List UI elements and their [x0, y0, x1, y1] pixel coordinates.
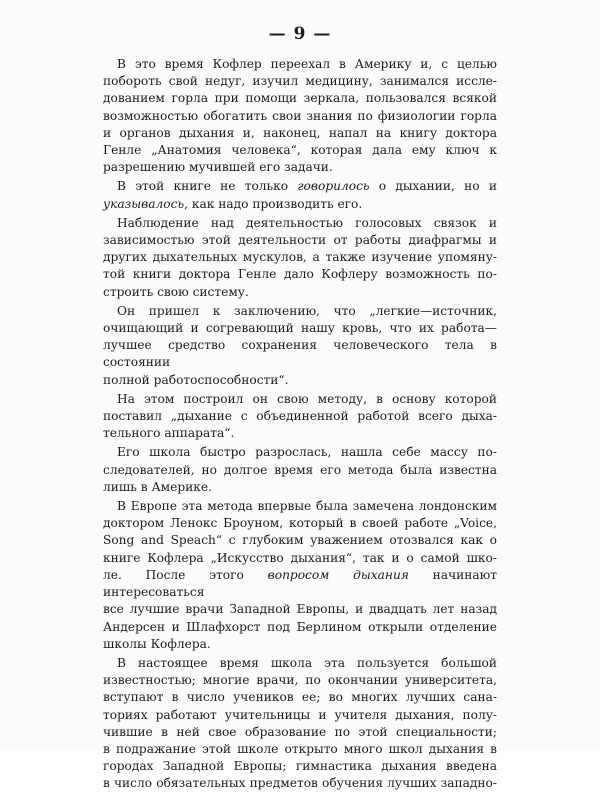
- text-line: В это время Кофлер переехал в Америку и, с целью: [117, 57, 497, 71]
- text-line: Андерсен и Шлафхорст под Берлином открыли отделение: [103, 619, 497, 634]
- text-line: возможностью обогатить свои знания по физиологии горла: [103, 108, 497, 123]
- text-line: все лучшие врачи Западной Европы, и двадцать лет назад: [103, 602, 497, 617]
- text-line: других дыхательных мускулов, а также изучение упомяну-: [103, 250, 497, 265]
- text-line: и органов дыхания и, наконец, напал на книгу доктора: [103, 125, 497, 140]
- text-line: школы Кофлера.: [103, 636, 211, 651]
- text-line: следователей, но долгое время его метода была известна: [103, 462, 497, 477]
- text-line: ле. После этого вопросом дыхания начинают интересоваться: [103, 567, 497, 600]
- text-line: ториях работают учительницы и учителя дыхания, полу-: [103, 707, 497, 722]
- paragraph: [103, 215, 497, 301]
- text-line: доктором Ленокс Броуном, который в своей работе „Voice,: [103, 516, 497, 531]
- text-line: На этом построил он свою методу, в основу которой: [117, 391, 497, 406]
- text-line: Наблюдение над деятельностью голосовых связок и: [117, 215, 497, 230]
- body-text: [103, 56, 497, 795]
- text-line: В Европе эта метода впервые была замечена лондонским: [117, 499, 497, 514]
- text-line: лучшее средство сохранения человеческого тела в состоянии: [103, 338, 497, 370]
- text-line: указывалось, как надо производить его.: [103, 196, 363, 211]
- text-line: лишь в Америке.: [103, 479, 212, 494]
- paragraph: [103, 444, 497, 496]
- text-line: в подражание этой школе открыто много школ дыхания в: [103, 741, 497, 756]
- text-line: той книги доктора Генле дало Кофлеру возможность по-: [103, 267, 497, 282]
- paragraph: [103, 56, 497, 176]
- paragraph: [103, 178, 497, 212]
- text-line: В настоящее время школа эта пользуется большой: [117, 655, 497, 670]
- text-line: известностью; многие врачи, по окончании университета,: [103, 673, 497, 688]
- text-line: городах Западной Европы; гимнастика дыхания введена: [103, 759, 497, 774]
- italic-emphasis: указывалось: [103, 196, 185, 211]
- text-line: Его школа быстро разрослась, нашла себе массу по-: [117, 445, 497, 460]
- italic-emphasis: говорилось: [297, 179, 370, 194]
- text-line: Генле „Анатомия человека“, которая дала ему ключ к: [103, 143, 497, 158]
- paragraph: [103, 498, 497, 653]
- text-line: чившие в ней свое образование по этой специальности;: [103, 724, 497, 739]
- text-line: очищающий и согревающий нашу кровь, что их работа—: [103, 321, 497, 336]
- text-line: в число обязательных предметов обучения лучших западно-: [103, 776, 497, 791]
- text-line: полной работоспособности“.: [103, 372, 289, 387]
- paragraph: [103, 391, 497, 443]
- text-line: Он пришел к заключению, что „легкие—источник,: [117, 303, 497, 318]
- text-line: тельного аппарата“.: [103, 426, 235, 441]
- italic-emphasis: вопросом дыхания: [267, 567, 409, 582]
- text-line: дованием горла при помощи зеркала, пользовался всякой: [103, 91, 497, 106]
- paragraph: [103, 303, 497, 389]
- text-line: вступают в число учеников ее; во многих лучших сана-: [103, 690, 497, 705]
- page-number: — 9 —: [268, 24, 332, 44]
- text-line: В этой книге не только говорилось о дыхании, но и: [117, 179, 497, 194]
- text-line: книге Кофлера „Искусство дыхания“, так и о самой шко-: [103, 550, 497, 565]
- text-line: поставил „дыхание с объединенной работой всего дыха-: [103, 409, 497, 424]
- text-line: строить свою систему.: [103, 284, 249, 299]
- text-line: Song and Speach“ с глубоким уважением отозвался как о: [103, 533, 497, 548]
- text-line: побороть свой недуг, изучил медицину, занимался иссле-: [103, 74, 497, 89]
- text-line: зависимостью этой деятельности от работы диафрагмы и: [103, 233, 497, 248]
- text-line: разрешению мучившей его задачи.: [103, 160, 333, 175]
- paragraph: [103, 655, 497, 793]
